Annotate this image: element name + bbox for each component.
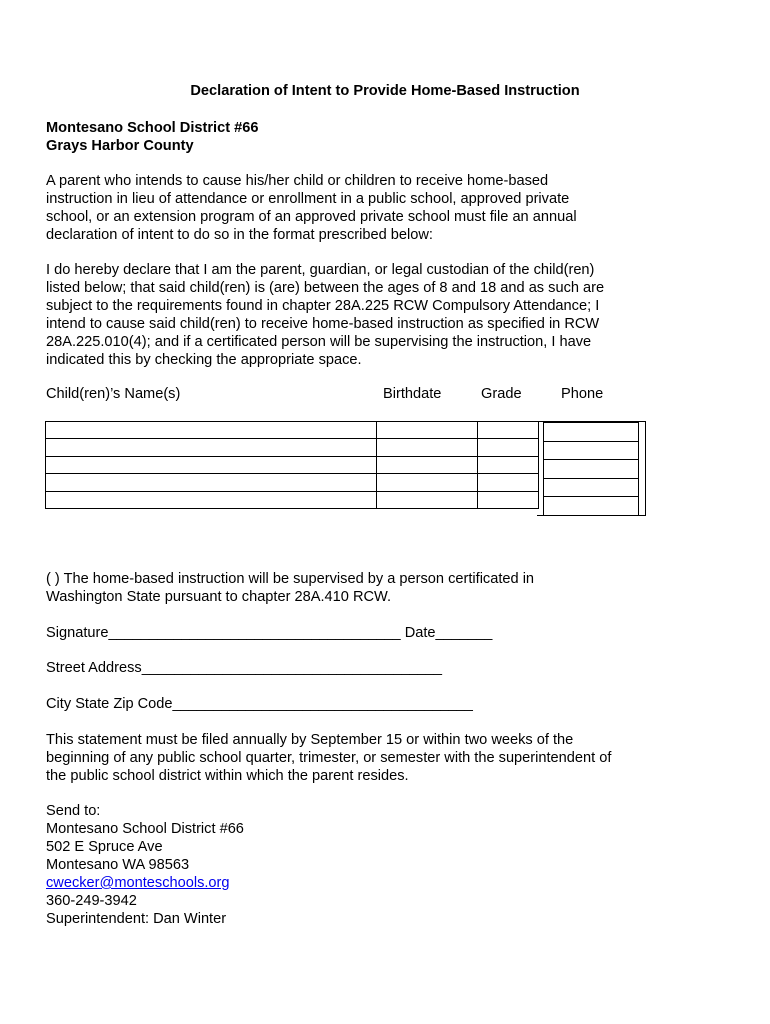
district-name: Montesano School District #66 bbox=[46, 120, 259, 136]
table-row bbox=[46, 422, 539, 439]
declaration-line: I do hereby declare that I am the parent, guardian, or legal custodian of the child(ren) bbox=[46, 262, 595, 278]
birthdate-cell[interactable] bbox=[377, 439, 478, 456]
header-birthdate: Birthdate bbox=[383, 386, 442, 402]
child-name-cell[interactable] bbox=[46, 474, 377, 491]
filing-line: beginning of any public school quarter, trimester, or semester with the superintendent of bbox=[46, 750, 612, 766]
grade-cell[interactable] bbox=[478, 422, 539, 439]
phone-cell[interactable] bbox=[544, 441, 639, 460]
header-phone: Phone bbox=[561, 386, 604, 402]
certification-paragraph bbox=[46, 570, 646, 606]
county-name: Grays Harbor County bbox=[46, 138, 194, 154]
declaration-line: listed below; that said child(ren) is (are) between the ages of 8 and 18 and as such are bbox=[46, 280, 605, 296]
declaration-line: subject to the requirements found in chapter 28A.225 RCW Compulsory Attendance; I bbox=[46, 298, 600, 314]
table-row bbox=[544, 441, 639, 460]
birthdate-cell[interactable] bbox=[377, 456, 478, 473]
declaration-line: 28A.225.010(4); and if a certificated person will be supervising the instruction, I have bbox=[46, 334, 592, 350]
table-row bbox=[544, 423, 639, 442]
street-address-field[interactable]: Street Address_____________________________________ bbox=[46, 660, 443, 676]
filing-line: This statement must be filed annually by September 15 or within two weeks of the bbox=[46, 732, 574, 748]
city-state-zip-field[interactable]: City State Zip Code_____________________________________ bbox=[46, 696, 473, 712]
declaration-paragraph bbox=[46, 261, 646, 369]
certification-line: Washington State pursuant to chapter 28A.410 RCW. bbox=[46, 589, 392, 605]
send-to-block bbox=[46, 802, 646, 928]
table-row bbox=[544, 497, 639, 516]
phone-cell[interactable] bbox=[544, 423, 639, 442]
grade-cell[interactable] bbox=[478, 439, 539, 456]
intro-line: A parent who intends to cause his/her child or children to receive home-based bbox=[46, 173, 549, 189]
child-name-cell[interactable] bbox=[46, 439, 377, 456]
phone-cell[interactable] bbox=[544, 497, 639, 516]
document-title: Declaration of Intent to Provide Home-Based Instruction bbox=[190, 83, 580, 99]
intro-line: declaration of intent to do so in the format prescribed below: bbox=[46, 227, 433, 243]
district-header bbox=[46, 119, 646, 155]
table-column-headers bbox=[0, 386, 770, 404]
declaration-line: indicated this by checking the appropriate space. bbox=[46, 352, 362, 368]
filing-line: the public school district within which the parent resides. bbox=[46, 768, 409, 784]
birthdate-cell[interactable] bbox=[377, 422, 478, 439]
filing-paragraph bbox=[46, 731, 686, 785]
grade-cell[interactable] bbox=[478, 491, 539, 508]
child-name-cell[interactable] bbox=[46, 456, 377, 473]
intro-line: instruction in lieu of attendance or enrollment in a public school, approved private bbox=[46, 191, 570, 207]
send-to-phone: 360-249-3942 bbox=[46, 893, 137, 909]
header-child-name: Child(ren)’s Name(s) bbox=[46, 386, 181, 402]
child-name-cell[interactable] bbox=[46, 422, 377, 439]
table-row bbox=[46, 439, 539, 456]
header-grade: Grade bbox=[481, 386, 522, 402]
phone-table bbox=[543, 422, 639, 516]
signature-field[interactable]: Signature____________________________________ Date_______ bbox=[46, 625, 493, 641]
declaration-line: intend to cause said child(ren) to receive home-based instruction as specified in RCW bbox=[46, 316, 600, 332]
intro-paragraph bbox=[46, 172, 646, 244]
email-link[interactable]: cwecker@monteschools.org bbox=[46, 875, 230, 891]
send-to-name: Montesano School District #66 bbox=[46, 821, 244, 837]
child-name-cell[interactable] bbox=[46, 491, 377, 508]
birthdate-cell[interactable] bbox=[377, 491, 478, 508]
table-row bbox=[46, 456, 539, 473]
certification-line: ( ) The home-based instruction will be supervised by a person certificated in bbox=[46, 571, 535, 587]
grade-cell[interactable] bbox=[478, 474, 539, 491]
send-to-street: 502 E Spruce Ave bbox=[46, 839, 163, 855]
table-row bbox=[46, 474, 539, 491]
children-table bbox=[45, 421, 539, 509]
table-row bbox=[544, 460, 639, 479]
superintendent-name: Superintendent: Dan Winter bbox=[46, 911, 227, 927]
grade-cell[interactable] bbox=[478, 456, 539, 473]
birthdate-cell[interactable] bbox=[377, 474, 478, 491]
intro-line: school, or an extension program of an approved private school must file an annual bbox=[46, 209, 577, 225]
send-to-label: Send to: bbox=[46, 803, 101, 819]
phone-cell[interactable] bbox=[544, 460, 639, 479]
table-row bbox=[46, 491, 539, 508]
phone-cell[interactable] bbox=[544, 478, 639, 497]
send-to-city: Montesano WA 98563 bbox=[46, 857, 190, 873]
table-row bbox=[544, 478, 639, 497]
